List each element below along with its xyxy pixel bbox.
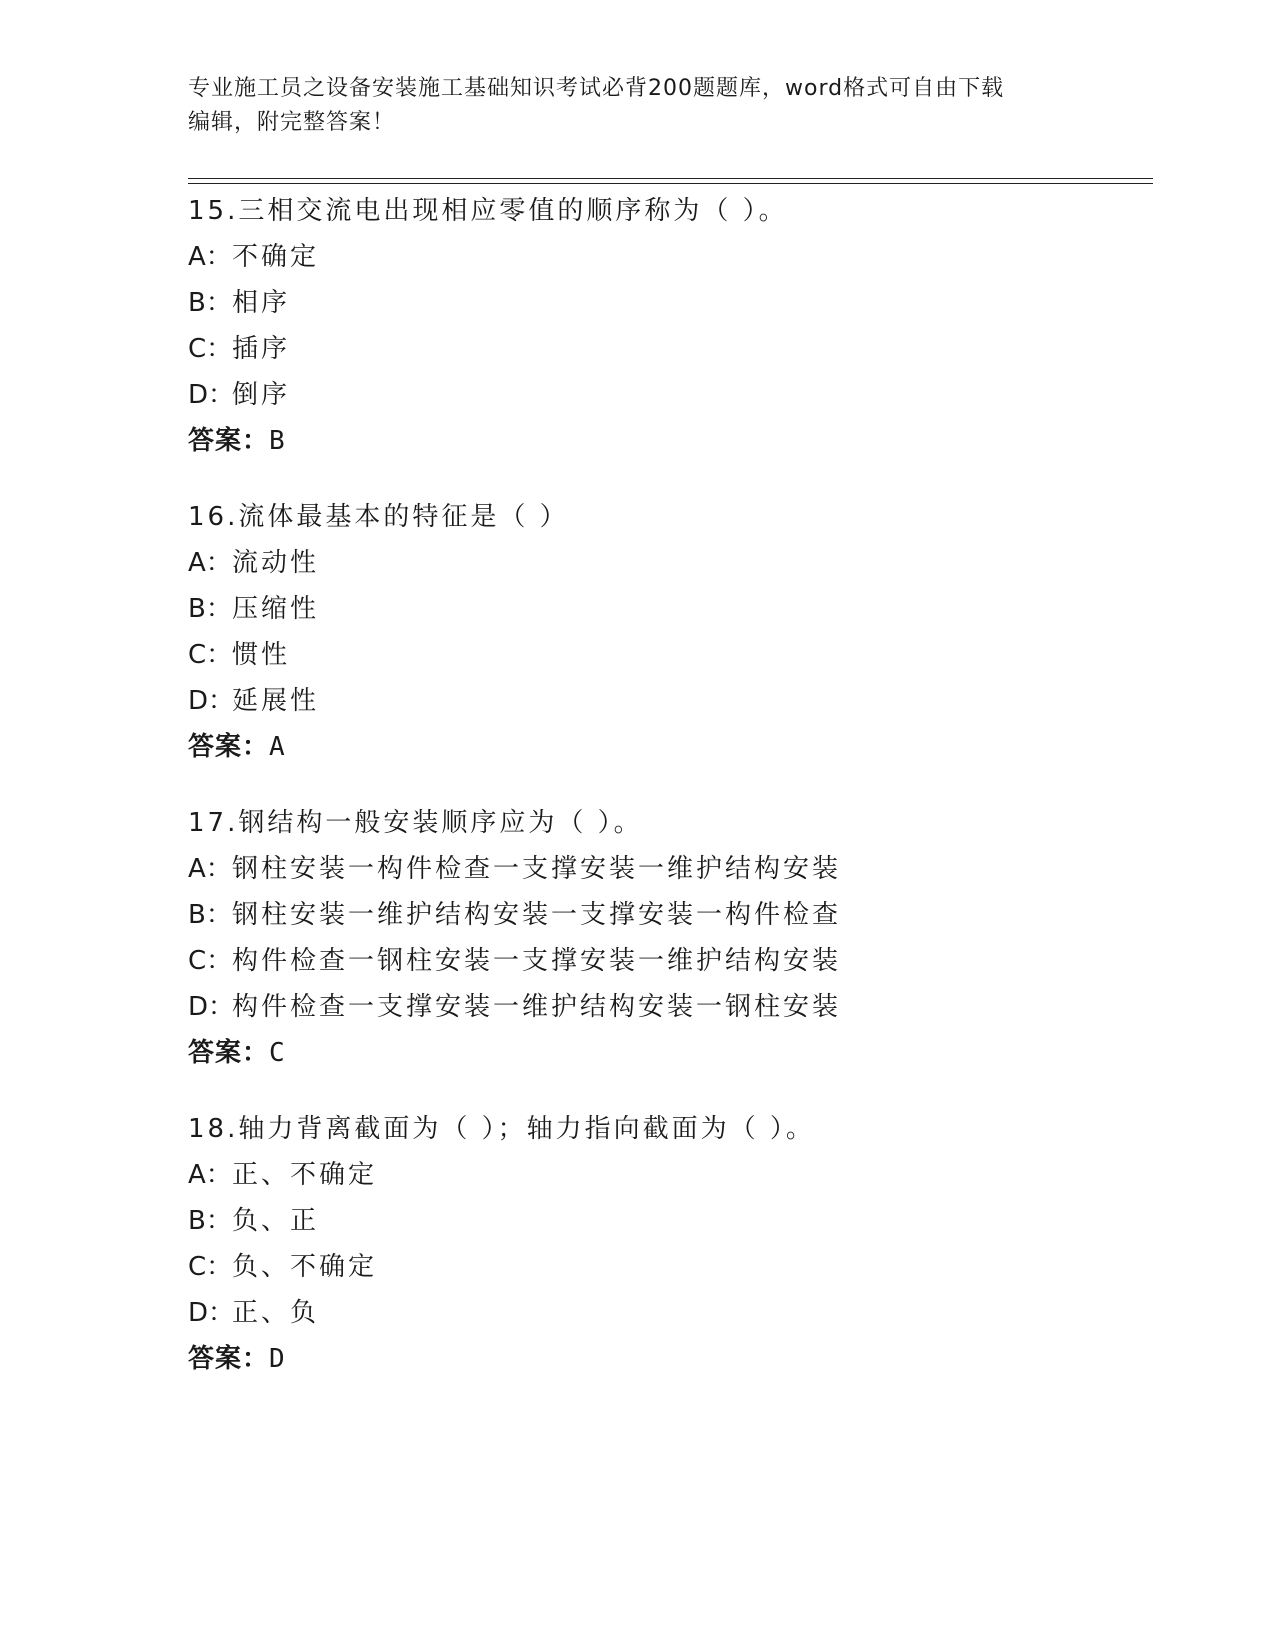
option-letter: A：	[188, 1160, 232, 1190]
option-c	[188, 632, 1148, 678]
option-letter: A：	[188, 548, 232, 578]
option-a	[188, 1152, 1148, 1198]
option-b	[188, 892, 1148, 938]
option-text: 惯性	[232, 640, 291, 670]
document-header	[188, 72, 1088, 140]
option-letter: C：	[188, 1252, 233, 1282]
answer-label: 答案：	[188, 1344, 270, 1374]
option-a	[188, 846, 1148, 892]
answer-line	[188, 418, 1148, 464]
answer-value: D	[269, 1344, 286, 1374]
answer-line	[188, 1336, 1148, 1382]
option-text: 构件检查一支撑安装一维护结构安装一钢柱安装	[232, 992, 842, 1022]
option-text: 流动性	[232, 548, 320, 578]
option-a	[188, 540, 1148, 586]
answer-value: C	[269, 1038, 286, 1068]
option-letter: A：	[188, 242, 232, 272]
option-d	[188, 372, 1148, 418]
option-letter: D：	[188, 992, 235, 1022]
option-a	[188, 234, 1148, 280]
option-text: 相序	[232, 288, 291, 318]
option-letter: C：	[188, 946, 233, 976]
question-block	[188, 1106, 1148, 1382]
option-c	[188, 1244, 1148, 1290]
option-text: 构件检查一钢柱安装一支撑安装一维护结构安装	[232, 946, 842, 976]
option-letter: D：	[188, 380, 235, 410]
answer-label: 答案：	[188, 426, 270, 456]
option-text: 不确定	[232, 242, 320, 272]
question-block	[188, 800, 1148, 1076]
option-letter: A：	[188, 854, 232, 884]
option-c	[188, 326, 1148, 372]
option-text: 钢柱安装一构件检查一支撑安装一维护结构安装	[232, 854, 842, 884]
option-letter: B：	[188, 594, 232, 624]
question-block	[188, 188, 1148, 464]
option-letter: B：	[188, 288, 232, 318]
option-letter: D：	[188, 1298, 235, 1328]
option-text: 压缩性	[232, 594, 320, 624]
option-text: 负、不确定	[232, 1252, 378, 1282]
option-text: 正、不确定	[232, 1160, 378, 1190]
question-stem: 17.钢结构一般安装顺序应为（ ）。	[188, 808, 643, 838]
option-text: 负、正	[232, 1206, 320, 1236]
answer-line	[188, 1030, 1148, 1076]
option-letter: D：	[188, 686, 235, 716]
answer-line	[188, 724, 1148, 770]
option-letter: B：	[188, 1206, 232, 1236]
option-b	[188, 1198, 1148, 1244]
option-letter: C：	[188, 334, 233, 364]
option-d	[188, 1290, 1148, 1336]
answer-label: 答案：	[188, 732, 270, 762]
answer-value: A	[269, 732, 286, 762]
header-divider-top	[188, 178, 1153, 179]
option-letter: B：	[188, 900, 232, 930]
option-text: 钢柱安装一维护结构安装一支撑安装一构件检查	[232, 900, 842, 930]
answer-label: 答案：	[188, 1038, 270, 1068]
header-divider-bottom	[188, 183, 1153, 184]
option-text: 插序	[232, 334, 291, 364]
option-text: 延展性	[232, 686, 320, 716]
header-line-2: 编辑，附完整答案！	[188, 110, 396, 135]
option-c	[188, 938, 1148, 984]
question-stem: 16.流体最基本的特征是（ ）	[188, 502, 569, 532]
question-stem: 15.三相交流电出现相应零值的顺序称为（ ）。	[188, 196, 788, 226]
option-d	[188, 984, 1148, 1030]
option-letter: C：	[188, 640, 233, 670]
option-d	[188, 678, 1148, 724]
option-b	[188, 280, 1148, 326]
answer-value: B	[269, 426, 286, 456]
option-text: 正、负	[232, 1298, 320, 1328]
option-text: 倒序	[232, 380, 291, 410]
question-stem: 18.轴力背离截面为（ ）；轴力指向截面为（ ）。	[188, 1114, 815, 1144]
question-block	[188, 494, 1148, 770]
header-line-1: 专业施工员之设备安装施工基础知识考试必背200题题库，word格式可自由下载	[188, 76, 1005, 101]
option-b	[188, 586, 1148, 632]
